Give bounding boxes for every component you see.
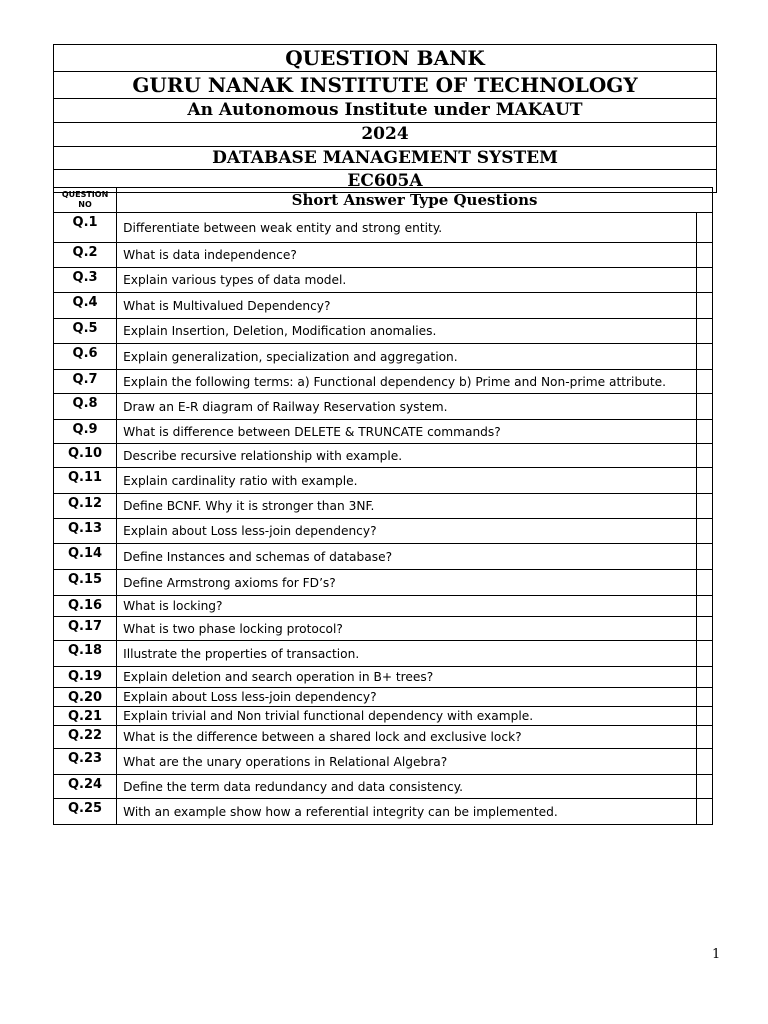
question-text: With an example show how a referential integrity can be implemented. xyxy=(117,799,697,825)
question-text: Illustrate the properties of transaction. xyxy=(117,641,697,667)
question-text: What is Multivalued Dependency? xyxy=(117,293,697,319)
blank-cell xyxy=(696,596,712,617)
question-number: Q.25 xyxy=(54,799,117,825)
blank-cell xyxy=(696,667,712,688)
question-number: Q.1 xyxy=(54,213,117,243)
question-table-body xyxy=(54,188,713,825)
subject-code: EC605A xyxy=(54,170,716,193)
blank-cell xyxy=(696,707,712,726)
table-row xyxy=(54,775,713,799)
table-row xyxy=(54,617,713,641)
table-row xyxy=(54,726,713,749)
table-row xyxy=(54,570,713,596)
table-row xyxy=(54,444,713,468)
question-number: Q.8 xyxy=(54,394,117,420)
question-number: Q.19 xyxy=(54,667,117,688)
question-number: Q.22 xyxy=(54,726,117,749)
table-row xyxy=(54,707,713,726)
blank-cell xyxy=(696,293,712,319)
header-block xyxy=(53,44,717,193)
table-row xyxy=(54,420,713,444)
blank-cell xyxy=(696,268,712,293)
table-header-row xyxy=(54,188,713,213)
blank-cell xyxy=(696,570,712,596)
table-row xyxy=(54,799,713,825)
blank-cell xyxy=(696,775,712,799)
table-row xyxy=(54,394,713,420)
blank-cell xyxy=(696,726,712,749)
question-text: Explain deletion and search operation in B+ trees? xyxy=(117,667,697,688)
question-number: Q.15 xyxy=(54,570,117,596)
question-text: Describe recursive relationship with example. xyxy=(117,444,697,468)
subject-name: DATABASE MANAGEMENT SYSTEM xyxy=(54,147,716,170)
question-text: What are the unary operations in Relational Algebra? xyxy=(117,749,697,775)
question-text: Explain cardinality ratio with example. xyxy=(117,468,697,494)
blank-cell xyxy=(696,344,712,370)
question-text: Explain the following terms: a) Functional dependency b) Prime and Non-prime attribute. xyxy=(117,370,697,394)
blank-cell xyxy=(696,688,712,707)
question-text: Define the term data redundancy and data consistency. xyxy=(117,775,697,799)
table-row xyxy=(54,519,713,544)
table-row xyxy=(54,344,713,370)
question-number: Q.9 xyxy=(54,420,117,444)
table-row xyxy=(54,468,713,494)
question-number: Q.13 xyxy=(54,519,117,544)
question-text: Explain various types of data model. xyxy=(117,268,697,293)
question-text: Draw an E-R diagram of Railway Reservation system. xyxy=(117,394,697,420)
question-number: Q.20 xyxy=(54,688,117,707)
document-title: QUESTION BANK xyxy=(54,45,716,72)
blank-cell xyxy=(696,544,712,570)
blank-cell xyxy=(696,494,712,519)
blank-cell xyxy=(696,213,712,243)
question-text: Explain about Loss less-join dependency? xyxy=(117,688,697,707)
blank-cell xyxy=(696,641,712,667)
question-number: Q.18 xyxy=(54,641,117,667)
table-row xyxy=(54,213,713,243)
blank-cell xyxy=(696,420,712,444)
question-text: Define BCNF. Why it is stronger than 3NF. xyxy=(117,494,697,519)
question-number: Q.14 xyxy=(54,544,117,570)
page-number: 1 xyxy=(712,947,721,962)
question-number: Q.3 xyxy=(54,268,117,293)
question-text: Explain generalization, specialization and aggregation. xyxy=(117,344,697,370)
blank-cell xyxy=(696,468,712,494)
year-line: 2024 xyxy=(54,123,716,147)
question-no-header: QUESTION NO xyxy=(54,188,117,213)
table-row xyxy=(54,544,713,570)
blank-cell xyxy=(696,799,712,825)
table-row xyxy=(54,494,713,519)
question-number: Q.23 xyxy=(54,749,117,775)
blank-cell xyxy=(696,519,712,544)
blank-cell xyxy=(696,394,712,420)
table-row xyxy=(54,370,713,394)
question-number: Q.2 xyxy=(54,243,117,268)
question-number: Q.10 xyxy=(54,444,117,468)
question-text: Define Instances and schemas of database? xyxy=(117,544,697,570)
question-text: What is two phase locking protocol? xyxy=(117,617,697,641)
question-text: What is locking? xyxy=(117,596,697,617)
blank-cell xyxy=(696,243,712,268)
section-title: Short Answer Type Questions xyxy=(117,188,713,213)
question-number: Q.12 xyxy=(54,494,117,519)
table-row xyxy=(54,688,713,707)
question-text: Define Armstrong axioms for FD’s? xyxy=(117,570,697,596)
question-number: Q.4 xyxy=(54,293,117,319)
question-table xyxy=(53,187,713,825)
question-number: Q.11 xyxy=(54,468,117,494)
question-number: Q.6 xyxy=(54,344,117,370)
table-row xyxy=(54,667,713,688)
question-number: Q.24 xyxy=(54,775,117,799)
blank-cell xyxy=(696,370,712,394)
table-row xyxy=(54,749,713,775)
question-number: Q.17 xyxy=(54,617,117,641)
question-number: Q.21 xyxy=(54,707,117,726)
table-row xyxy=(54,293,713,319)
question-text: Differentiate between weak entity and strong entity. xyxy=(117,213,697,243)
table-row xyxy=(54,641,713,667)
question-text: Explain trivial and Non trivial functional dependency with example. xyxy=(117,707,697,726)
table-row xyxy=(54,243,713,268)
table-row xyxy=(54,319,713,344)
blank-cell xyxy=(696,444,712,468)
question-text: Explain Insertion, Deletion, Modification anomalies. xyxy=(117,319,697,344)
table-row xyxy=(54,596,713,617)
institute-name: GURU NANAK INSTITUTE OF TECHNOLOGY xyxy=(54,72,716,99)
question-number: Q.7 xyxy=(54,370,117,394)
question-text: What is data independence? xyxy=(117,243,697,268)
question-text: What is difference between DELETE & TRUNCATE commands? xyxy=(117,420,697,444)
table-row xyxy=(54,268,713,293)
question-number: Q.16 xyxy=(54,596,117,617)
blank-cell xyxy=(696,617,712,641)
blank-cell xyxy=(696,319,712,344)
blank-cell xyxy=(696,749,712,775)
affiliation-line: An Autonomous Institute under MAKAUT xyxy=(54,99,716,123)
question-text: What is the difference between a shared lock and exclusive lock? xyxy=(117,726,697,749)
question-text: Explain about Loss less-join dependency? xyxy=(117,519,697,544)
question-number: Q.5 xyxy=(54,319,117,344)
